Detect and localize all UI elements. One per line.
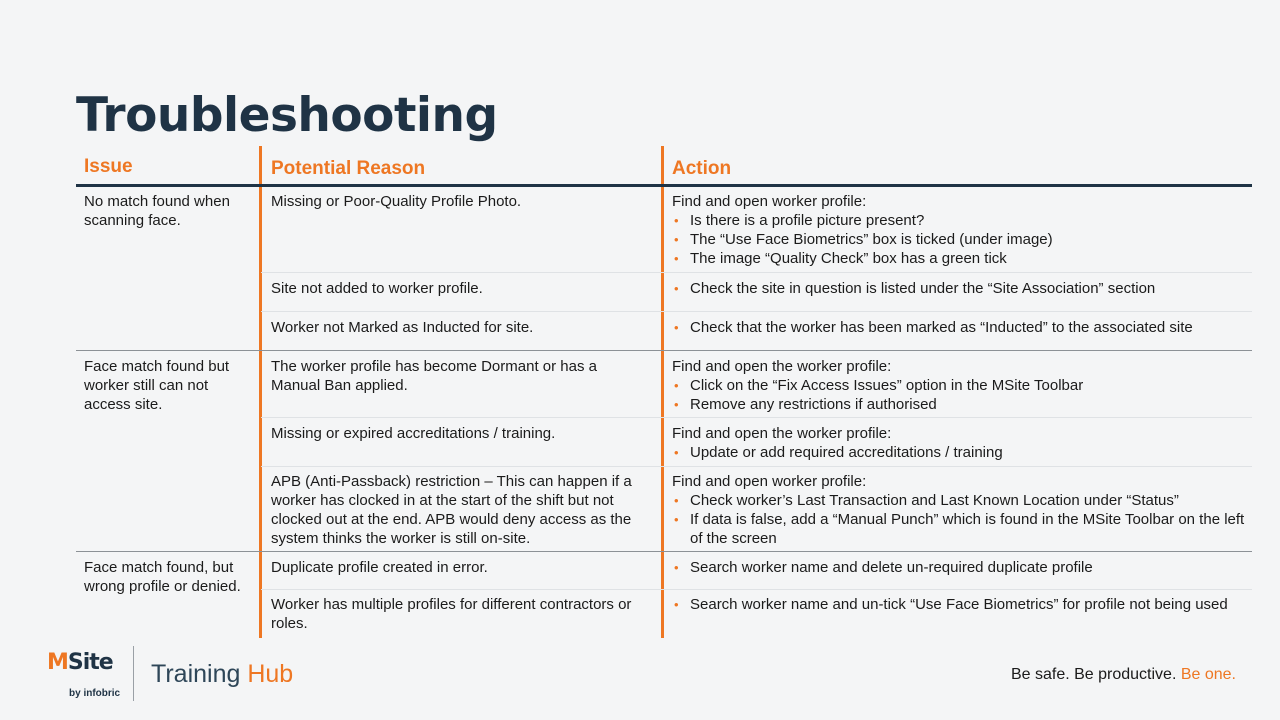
- column-divider-reason: [259, 146, 262, 638]
- reason-cell: Missing or Poor-Quality Profile Photo.: [271, 193, 522, 210]
- page-title: Troubleshooting: [76, 88, 498, 143]
- footer-divider: [133, 646, 134, 701]
- action-bullets: [672, 279, 1247, 298]
- row-rule: [261, 311, 1252, 312]
- action-cell: [672, 558, 1247, 577]
- reason-cell: Worker has multiple profiles for different contractors or roles.: [271, 596, 632, 632]
- action-bullet: • If data is false, add a “Manual Punch” which is found in the MSite Toolbar on the left of the screen: [672, 510, 1247, 548]
- logo-m: M: [47, 650, 68, 675]
- action-bullets: [672, 443, 1247, 462]
- action-bullet: • The “Use Face Biometrics” box is ticked (under image): [672, 230, 1247, 249]
- header-issue: Issue: [84, 156, 133, 177]
- action-bullets: [672, 211, 1247, 268]
- action-intro: Find and open the worker profile:: [672, 425, 892, 442]
- hub-hub: Hub: [247, 660, 294, 688]
- action-intro: Find and open worker profile:: [672, 193, 867, 210]
- tagline-accent: Be one.: [1180, 666, 1236, 683]
- msite-wordmark: [47, 650, 113, 675]
- tagline-main: Be safe. Be productive.: [1010, 666, 1181, 683]
- action-bullet: • Check worker’s Last Transaction and Last Known Location under “Status”: [672, 491, 1247, 510]
- action-cell: [672, 192, 1247, 268]
- action-bullets: [672, 376, 1247, 414]
- action-bullets: [672, 558, 1247, 577]
- reason-cell: Site not added to worker profile.: [271, 280, 483, 297]
- action-cell: [672, 357, 1247, 414]
- group-rule: [76, 551, 1252, 552]
- reason-cell: The worker profile has become Dormant or has a Manual Ban applied.: [271, 358, 597, 394]
- action-cell: [672, 318, 1247, 337]
- reason-cell: Duplicate profile created in error.: [271, 559, 488, 576]
- action-cell: [672, 424, 1247, 462]
- action-bullets: [672, 595, 1232, 614]
- header-rule: [76, 184, 1252, 187]
- issue-cell: Face match found, but wrong profile or denied.: [84, 559, 241, 595]
- msite-logo: [47, 650, 122, 702]
- action-intro: Find and open worker profile:: [672, 473, 867, 490]
- action-bullet: • Update or add required accreditations / training: [672, 443, 1247, 462]
- tagline: [1011, 666, 1236, 684]
- action-intro: Find and open the worker profile:: [672, 358, 892, 375]
- action-bullet: • Click on the “Fix Access Issues” option in the MSite Toolbar: [672, 376, 1247, 395]
- column-divider-action: [661, 146, 664, 638]
- row-rule: [261, 417, 1252, 418]
- reason-cell: APB (Anti-Passback) restriction – This can happen if a worker has clocked in at the start of the shift but not clocked out at the end. APB would deny access as the system thinks the worker is still on-site.: [271, 473, 632, 547]
- issue-cell: Face match found but worker still can not access site.: [84, 358, 230, 413]
- action-cell: [672, 472, 1247, 548]
- action-bullet: • Check that the worker has been marked as “Inducted” to the associated site: [672, 318, 1247, 337]
- hub-training: Training: [151, 660, 248, 688]
- training-hub-label: [151, 660, 293, 689]
- action-bullet: • Is there is a profile picture present?: [672, 211, 1247, 230]
- header-reason: Potential Reason: [271, 158, 426, 179]
- action-bullet: • Search worker name and delete un-required duplicate profile: [672, 558, 1247, 577]
- reason-cell: Worker not Marked as Inducted for site.: [271, 319, 534, 336]
- group-rule: [76, 350, 1252, 351]
- logo-site: Site: [67, 650, 113, 675]
- issue-cell: No match found when scanning face.: [84, 193, 230, 229]
- reason-cell: Missing or expired accreditations / training.: [271, 425, 556, 442]
- troubleshooting-table: [76, 146, 1252, 638]
- action-bullet: • Search worker name and un-tick “Use Face Biometrics” for profile not being used: [672, 595, 1232, 614]
- logo-byline: by infobric: [69, 688, 121, 699]
- action-bullet: • Remove any restrictions if authorised: [672, 395, 1247, 414]
- action-cell: [672, 279, 1247, 298]
- action-bullet: • The image “Quality Check” box has a green tick: [672, 249, 1247, 268]
- row-rule: [261, 466, 1252, 467]
- action-bullets: [672, 491, 1247, 548]
- action-cell: [672, 595, 1232, 614]
- row-rule: [261, 589, 1252, 590]
- action-bullet: • Check the site in question is listed under the “Site Association” section: [672, 279, 1247, 298]
- header-action: Action: [672, 158, 732, 179]
- action-bullets: [672, 318, 1247, 337]
- row-rule: [261, 272, 1252, 273]
